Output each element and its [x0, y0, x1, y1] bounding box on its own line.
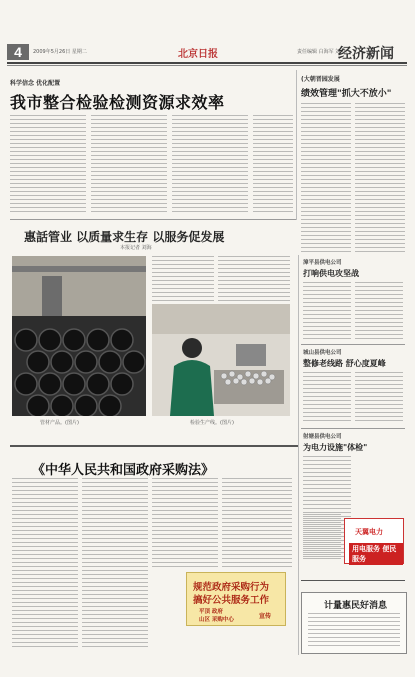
bottom-rule: [301, 580, 405, 581]
photo-caption-right: 检验生产线。(图片): [190, 420, 234, 426]
side1-headline: 打响供电攻坚战: [303, 269, 359, 278]
feature-byline: 本报记者 刘海: [120, 245, 152, 251]
law-column-2: [82, 478, 148, 648]
lead-kicker: 科学信念 优化配置: [10, 80, 61, 87]
government-procurement-ad: [186, 572, 286, 626]
metrology-notice-title: 计量惠民好消息: [324, 601, 388, 611]
header-rule: [7, 62, 407, 64]
pipes-photo: [12, 256, 146, 416]
feature-text-2: [218, 256, 290, 301]
right-column-2: [355, 103, 405, 253]
page-number: 4: [7, 44, 29, 60]
ad-line-1: 规范政府采购行为: [193, 582, 270, 593]
ad-line-4: 山区 采购中心: [199, 617, 234, 623]
side3-headline: 为电力设施"体检": [303, 443, 368, 452]
metrology-notice-box: [301, 592, 407, 654]
law-column-3: [152, 478, 218, 568]
header-rule-thin: [7, 65, 407, 66]
right-headline: 绩效管理"抓大不放小": [301, 89, 392, 99]
factory-photo: [152, 304, 290, 416]
lead-column-3: [172, 115, 248, 215]
side2-headline: 整修老线路 舒心度夏峰: [303, 359, 386, 368]
power-ad-line-2: 用电服务 便民服务: [349, 543, 403, 565]
feature-text-1: [152, 256, 214, 301]
law-column-1: [12, 478, 78, 648]
side-divider-1: [301, 344, 405, 345]
right-column-1: [301, 103, 351, 253]
side1-column-1: [303, 282, 351, 340]
masthead: 北京日报: [178, 49, 218, 60]
column-divider: [296, 70, 297, 220]
side-divider-2: [301, 428, 405, 429]
lead-column-2: [91, 115, 167, 215]
feature-headline: 惠話管业 以质量求生存 以服务促发展: [24, 230, 225, 244]
ad-line-2: 搞好公共服务工作: [193, 595, 270, 606]
side3-kicker: 射塘县供电公司: [303, 434, 342, 440]
lead-column-4: [253, 115, 293, 215]
power-ad-line-1: 天翼电力: [355, 528, 383, 536]
right-divider: [298, 255, 299, 655]
side2-kicker: 城山县供电公司: [303, 350, 342, 356]
right-kicker: (大朝晋园发展: [301, 76, 340, 83]
law-rule: [10, 445, 298, 447]
section-title: 经济新闻: [338, 46, 394, 62]
side2-column-2: [355, 372, 403, 424]
side3-column-1b: [303, 514, 341, 560]
section-divider: [10, 219, 296, 220]
lead-column-1: [10, 115, 86, 215]
side1-column-2: [355, 282, 403, 340]
side1-kicker: 漳平县供电公司: [303, 260, 342, 266]
pipes-illustration: [12, 256, 146, 416]
metrology-notice-text: [308, 613, 400, 647]
law-headline: 《中华人民共和国政府采购法》: [32, 463, 215, 478]
ad-line-5: 宣传: [259, 613, 272, 620]
power-service-ad: [344, 518, 404, 564]
side2-column-1: [303, 372, 351, 424]
law-column-4: [222, 478, 292, 568]
lead-headline: 我市整合检验检测资源求效率: [10, 93, 225, 112]
worker-illustration: [152, 304, 290, 416]
header-editor: 责任编辑 白海军 刘 伟: [297, 49, 347, 55]
photo-caption-left: 管材产品。(图片): [40, 420, 79, 426]
ad-line-3: 平顶 政府: [199, 609, 223, 615]
header-date: 2009年5月26日 星期二: [33, 49, 87, 55]
